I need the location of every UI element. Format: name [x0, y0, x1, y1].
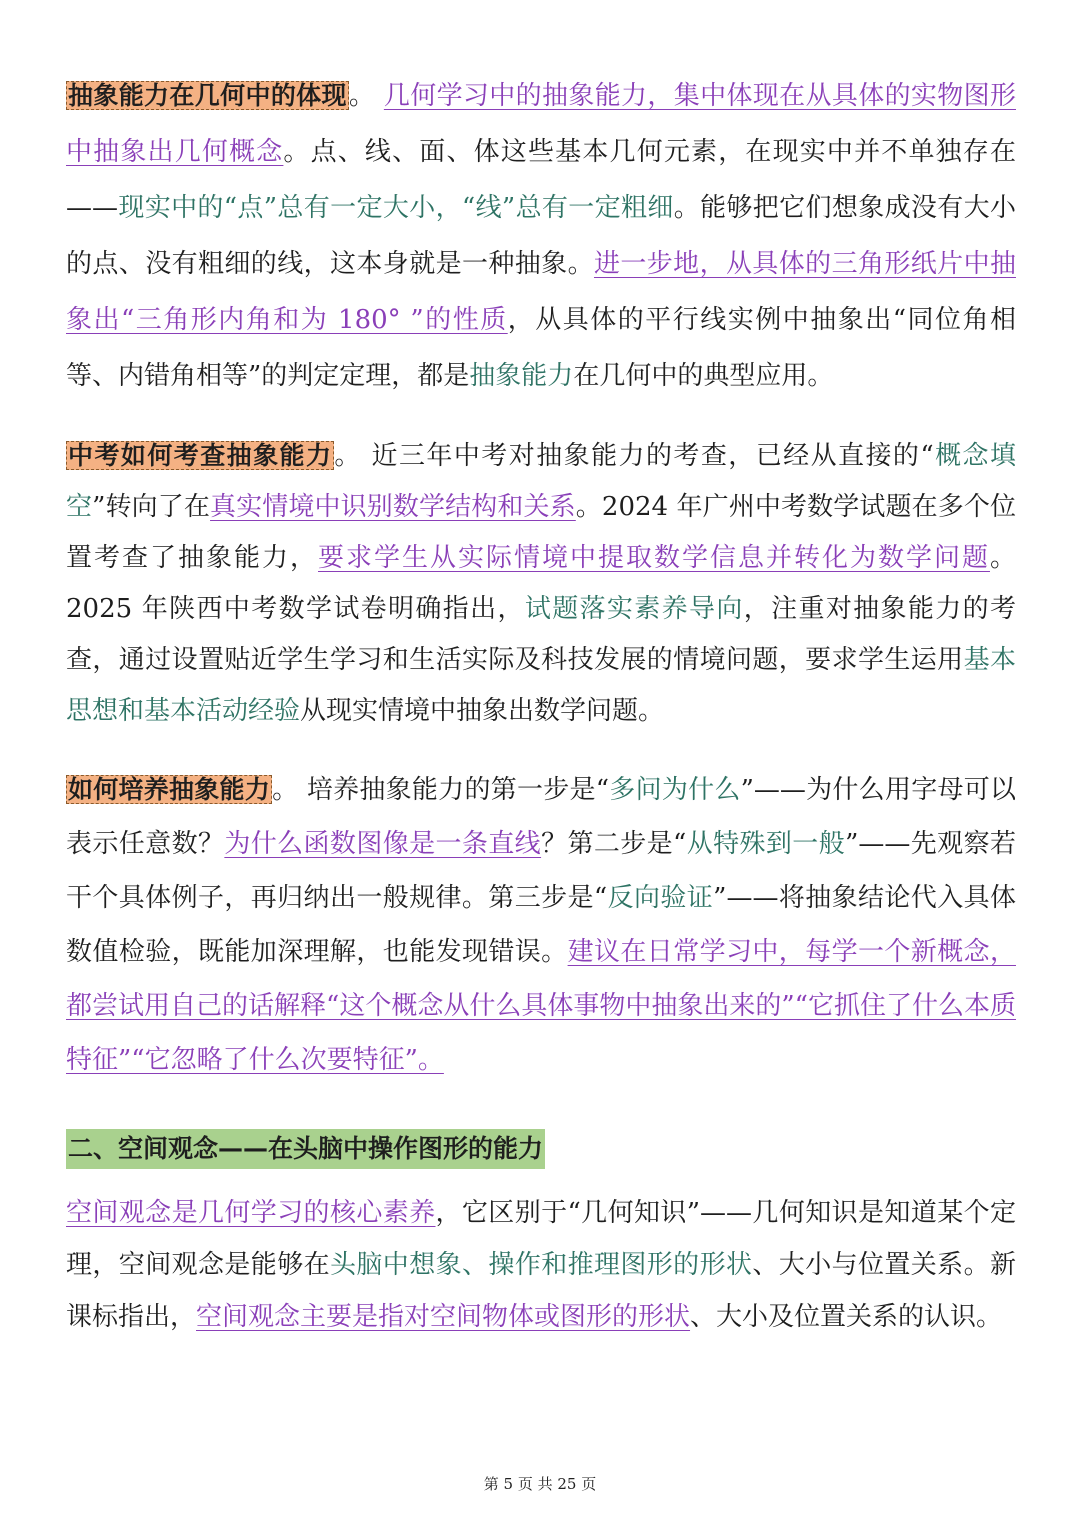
text-run: 。 近三年中考对抽象能力的考查，已经从直接的“ — [334, 441, 934, 471]
text-run: 。能够把它们想象成没有大小的点、没有粗细的线，这本身就是一种抽象。 — [66, 193, 1016, 279]
highlighted-heading: 中考如何考查抽象能力 — [68, 441, 333, 470]
text-run: ，它区别于“几何知识”——几何知识是知道某个定理，空间观念是能够在 — [66, 1198, 1016, 1280]
emphasized-text: 概念填空 — [66, 441, 1016, 522]
text-run: ”——先观察若干个具体例子，再归纳出一般规律。第三步是“ — [66, 829, 1016, 913]
emphasized-text: 多问为什么 — [609, 775, 741, 805]
page-number-footer: 第 5 页 共 25 页 — [483, 1475, 597, 1493]
text-run: 。 培养抽象能力的第一步是“ — [272, 775, 610, 805]
section-heading-spatial-concept: 二、空间观念——在头脑中操作图形的能力 — [66, 1129, 545, 1169]
underlined-key-point: 要求学生从实际情境中提取数学信息并转化为数学问题 — [318, 543, 990, 573]
underlined-key-point: 空间观念是几何学习的核心素养 — [66, 1198, 436, 1228]
highlighted-heading: 如何培养抽象能力 — [68, 775, 271, 804]
underlined-key-point: 几何学习中的抽象能力，集中体现在从具体的实物图形中抽象出几何概念 — [66, 81, 1016, 167]
document-page — [66, 68, 1016, 1343]
underlined-key-point: 空间观念主要是指对空间物体或图形的形状 — [196, 1302, 691, 1332]
text-run: 。点、线、面、体这些基本几何元素，在现实中并不单独存在—— — [66, 137, 1016, 223]
text-run: 。2025 年陕西中考数学试卷明确指出， — [66, 543, 1016, 624]
text-run: ，注重对抽象能力的考查，通过设置贴近学生学习和生活实际及科技发展的情境问题，要求学生运用 — [66, 594, 1016, 675]
text-run: 。2024 年广州中考数学试题在多个位置考查了抽象能力， — [66, 492, 1016, 573]
paragraph-exam-abstraction — [66, 430, 1016, 737]
text-run: ”转向了在 — [92, 492, 211, 522]
emphasized-text: 抽象能力 — [469, 361, 574, 391]
paragraph-spatial-concept — [66, 1187, 1016, 1343]
highlighted-heading: 抽象能力在几何中的体现 — [68, 81, 347, 110]
emphasized-text: 反向验证 — [607, 883, 714, 913]
text-run: ？第二步是“ — [541, 829, 687, 859]
text-run: 、大小及位置关系的认识。 — [690, 1302, 1003, 1332]
emphasized-text: 基本思想和基本活动经验 — [66, 645, 1016, 726]
underlined-key-point: 进一步地，从具体的三角形纸片中抽象出“三角形内角和为 180° ”的性质 — [66, 249, 1016, 335]
text-run: ”——为什么用字母可以表示任意数？ — [66, 775, 1016, 859]
text-run: 、大小与位置关系。新课标指出， — [66, 1250, 1016, 1332]
paragraph-cultivate-abstraction — [66, 763, 1016, 1087]
text-run: 从现实情境中抽象出数学问题。 — [300, 696, 665, 726]
text-run: 。 — [348, 81, 384, 111]
text-run: ”——将抽象结论代入具体数值检验，既能加深理解，也能发现错误。 — [66, 883, 1016, 967]
emphasized-text: 试题落实素养导向 — [524, 594, 744, 624]
text-run: 在几何中的典型应用。 — [573, 361, 834, 391]
emphasized-text: 头脑中想象、操作和推理图形的形状 — [330, 1250, 753, 1280]
text-run: ，从具体的平行线实例中抽象出“同位角相等、内错角相等”的判定定理，都是 — [66, 305, 1016, 391]
underlined-key-point: 建议在日常学习中，每学一个新概念，都尝试用自己的话解释“这个概念从什么具体事物中抽象出来的”“它抓住了什么本质特征”“它忽略了什么次要特征”。 — [66, 937, 1016, 1075]
paragraph-abstraction-geometry — [66, 68, 1016, 404]
emphasized-text: 从特殊到一般 — [686, 829, 846, 859]
emphasized-text: 现实中的“点”总有一定大小，“线”总有一定粗细 — [118, 193, 674, 223]
underlined-key-point: 真实情境中识别数学结构和关系 — [210, 492, 576, 522]
underlined-key-point: 为什么函数图像是一条直线 — [224, 829, 542, 859]
